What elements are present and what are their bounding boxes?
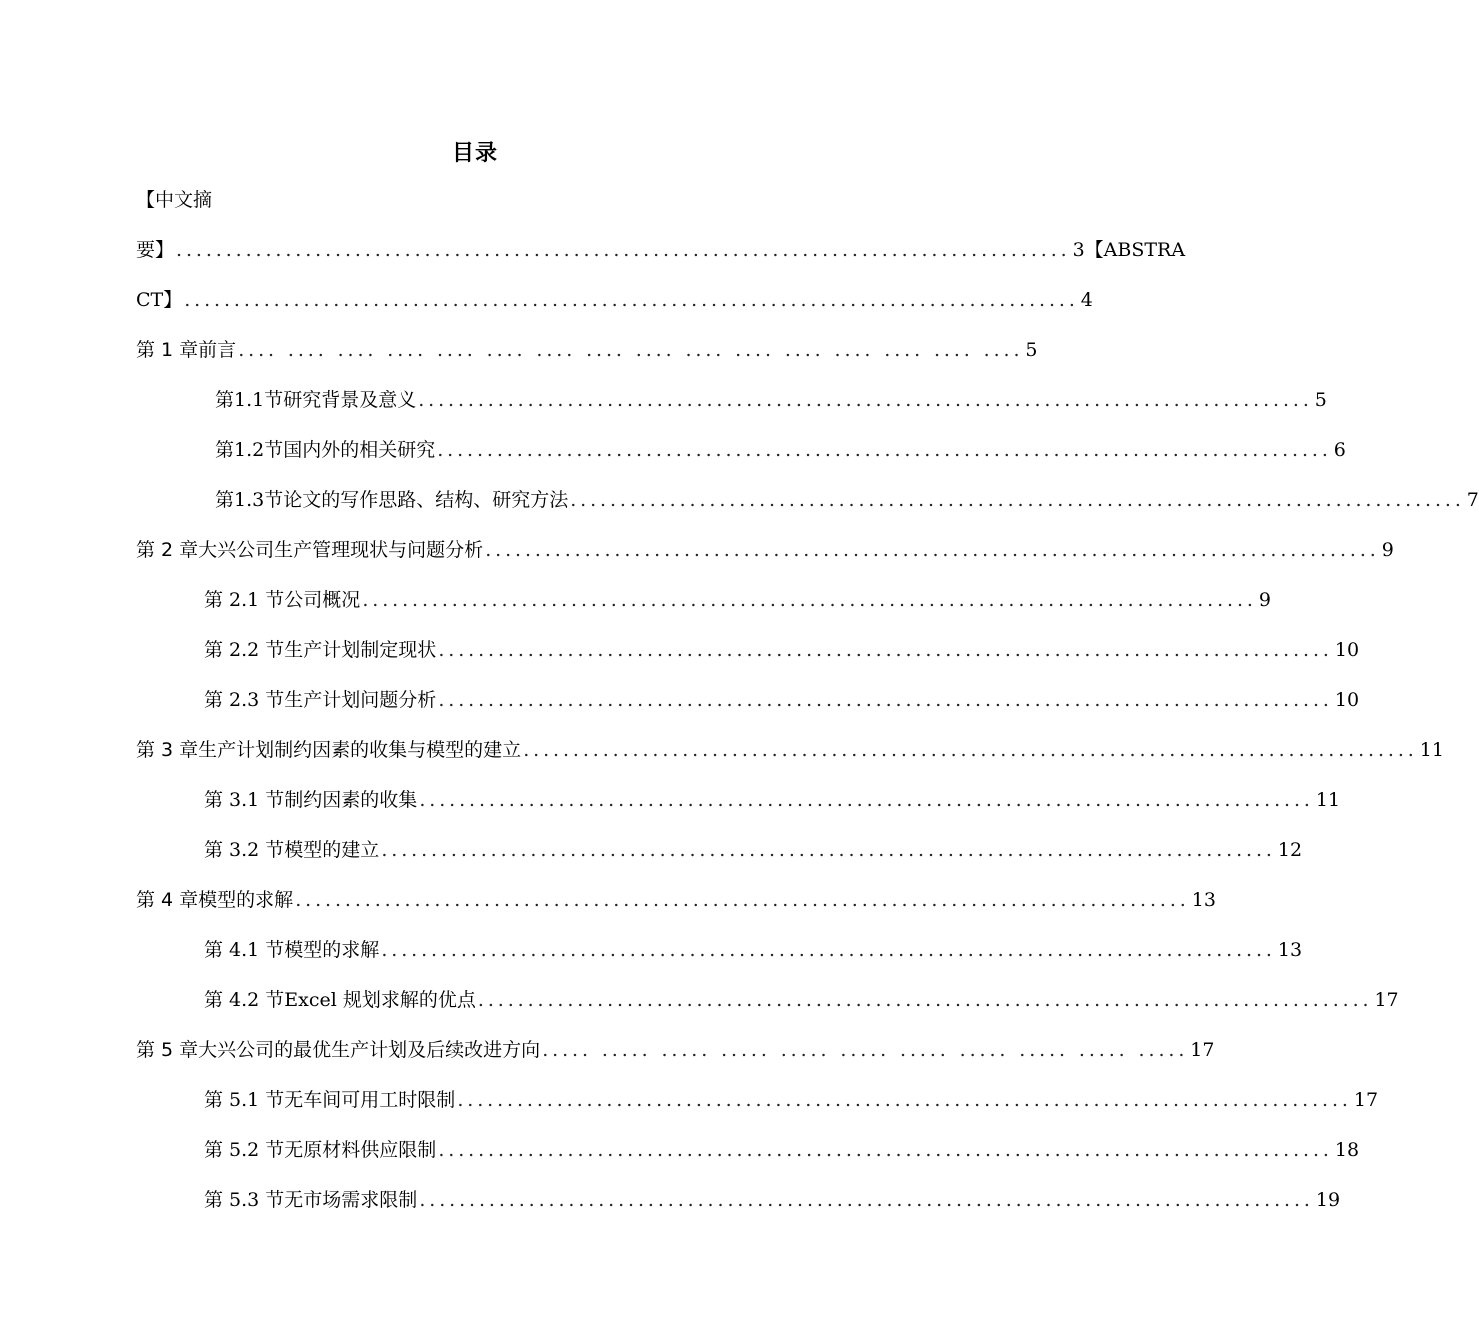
dot-leader: ..........................................................................................: [176, 239, 1071, 261]
entry-number: 第 4 章: [136, 889, 199, 911]
entry-page: 13: [1191, 889, 1216, 911]
dot-leader: ..........................................................................................: [570, 489, 1465, 511]
entry-page: 10: [1334, 689, 1360, 711]
entry-title: 研究背景及意义: [283, 389, 417, 411]
toc-section-1-3[interactable]: [215, 486, 1479, 514]
entry-number: 第 3.2 节: [204, 839, 285, 861]
entry-page: 17: [1353, 1089, 1379, 1111]
toc-section-2-1[interactable]: [204, 586, 1271, 614]
entry-page: 11: [1315, 789, 1341, 811]
entry-title: 论文的写作思路、结构、研究方法: [283, 489, 569, 511]
entry-number: 第 1 章: [136, 339, 199, 361]
entry-page: 19: [1315, 1189, 1341, 1211]
dot-leader: .... .... .... .... .... .... .... .... .... .... .... .... .... .... .... ....: [238, 339, 1024, 361]
entry-page: 10: [1334, 639, 1360, 661]
dot-leader: ..........................................................................................: [523, 739, 1418, 761]
entry-number: 第 5.1 节: [204, 1089, 285, 1111]
entry-title: 无市场需求限制: [284, 1189, 418, 1211]
toc-section-5-3[interactable]: [204, 1186, 1341, 1214]
toc-chapter-3[interactable]: [136, 736, 1444, 764]
dot-leader: ..........................................................................................: [362, 589, 1257, 611]
dot-leader: ..........................................................................................: [457, 1089, 1352, 1111]
entry-title: 无原材料供应限制: [284, 1139, 437, 1161]
toc-section-2-2[interactable]: [204, 636, 1360, 664]
abstract-cn-label-part1: 【中文摘: [136, 189, 213, 211]
entry-number: 第 2.3 节: [204, 689, 285, 711]
entry-title: Excel 规划求解的优点: [284, 989, 476, 1011]
toc-section-5-2[interactable]: [204, 1136, 1360, 1164]
dot-leader: ..........................................................................................: [184, 289, 1079, 311]
dot-leader: ..........................................................................................: [419, 789, 1314, 811]
entry-page: 6: [1333, 439, 1346, 461]
toc-chapter-1[interactable]: [136, 336, 1038, 364]
entry-title: 模型的求解: [198, 889, 294, 911]
entry-title: 生产计划制定现状: [284, 639, 437, 661]
entry-page: 7: [1466, 489, 1479, 511]
entry-number: 第 4.1 节: [204, 939, 285, 961]
entry-number: 第 4.2 节: [204, 989, 285, 1011]
entry-title: 国内外的相关研究: [283, 439, 436, 461]
toc-entry-abstract-en[interactable]: [136, 286, 1093, 314]
entry-page: 18: [1334, 1139, 1360, 1161]
toc-entry-abstract-cn-start: [136, 186, 316, 214]
abstract-cn-page: 3: [1072, 239, 1085, 261]
toc-section-5-1[interactable]: [204, 1086, 1379, 1114]
entry-title: 生产计划问题分析: [284, 689, 437, 711]
toc-section-1-2[interactable]: [215, 436, 1346, 464]
entry-title: 制约因素的收集: [284, 789, 418, 811]
toc-section-4-2[interactable]: [204, 986, 1399, 1014]
toc-entry-abstract-cn[interactable]: [136, 236, 1186, 264]
entry-title: 模型的建立: [284, 839, 380, 861]
dot-leader: ..........................................................................................: [438, 1139, 1333, 1161]
entry-title: 无车间可用工时限制: [284, 1089, 456, 1111]
entry-page: 9: [1381, 539, 1394, 561]
entry-number: 第 2 章: [136, 539, 199, 561]
entry-page: 12: [1277, 839, 1303, 861]
entry-number: 第1.2节: [215, 439, 284, 461]
entry-page: 5: [1314, 389, 1327, 411]
dot-leader: ..........................................................................................: [477, 989, 1373, 1011]
dot-leader: ..........................................................................................: [381, 839, 1276, 861]
entry-title: 模型的求解: [284, 939, 380, 961]
dot-leader: ..........................................................................................: [381, 939, 1276, 961]
entry-number: 第 3.1 节: [204, 789, 285, 811]
entry-page: 13: [1277, 939, 1303, 961]
entry-title: 公司概况: [284, 589, 361, 611]
entry-title: 大兴公司生产管理现状与问题分析: [198, 539, 484, 561]
abstract-en-page: 4: [1080, 289, 1093, 311]
dot-leader: ..........................................................................................: [418, 389, 1313, 411]
entry-title: 前言: [198, 339, 237, 361]
toc-section-3-2[interactable]: [204, 836, 1303, 864]
entry-number: 第 2.2 节: [204, 639, 285, 661]
toc-chapter-4[interactable]: [136, 886, 1216, 914]
dot-leader: ..........................................................................................: [438, 639, 1333, 661]
dot-leader: ..........................................................................................: [437, 439, 1332, 461]
abstract-en-label-part2: CT】: [136, 289, 183, 311]
entry-page: 17: [1374, 989, 1399, 1011]
dot-leader: ..... ..... ..... ..... ..... ..... ..... ..... ..... ..... .....: [542, 1039, 1189, 1061]
dot-leader: ..........................................................................................: [438, 689, 1333, 711]
entry-page: 17: [1190, 1039, 1215, 1061]
entry-title: 生产计划制约因素的收集与模型的建立: [198, 739, 522, 761]
entry-title: 大兴公司的最优生产计划及后续改进方向: [198, 1039, 541, 1061]
toc-section-2-3[interactable]: [204, 686, 1360, 714]
entry-page: 11: [1419, 739, 1444, 761]
entry-number: 第 2.1 节: [204, 589, 285, 611]
toc-section-4-1[interactable]: [204, 936, 1303, 964]
entry-number: 第 3 章: [136, 739, 199, 761]
abstract-en-label-part1: 【ABSTRA: [1084, 239, 1186, 261]
entry-number: 第1.1节: [215, 389, 284, 411]
dot-leader: ..........................................................................................: [295, 889, 1190, 911]
entry-number: 第1.3节: [215, 489, 284, 511]
toc-section-3-1[interactable]: [204, 786, 1341, 814]
entry-number: 第 5.2 节: [204, 1139, 285, 1161]
toc-title: 目录: [451, 141, 498, 166]
entry-page: 9: [1258, 589, 1271, 611]
toc-chapter-5[interactable]: [136, 1036, 1215, 1064]
entry-page: 5: [1025, 339, 1038, 361]
entry-number: 第 5 章: [136, 1039, 199, 1061]
dot-leader: ..........................................................................................: [419, 1189, 1314, 1211]
dot-leader: ..........................................................................................: [485, 539, 1380, 561]
toc-section-1-1[interactable]: [215, 386, 1327, 414]
entry-number: 第 5.3 节: [204, 1189, 285, 1211]
abstract-cn-label-part2: 要】: [136, 239, 175, 261]
toc-chapter-2[interactable]: [136, 536, 1394, 564]
